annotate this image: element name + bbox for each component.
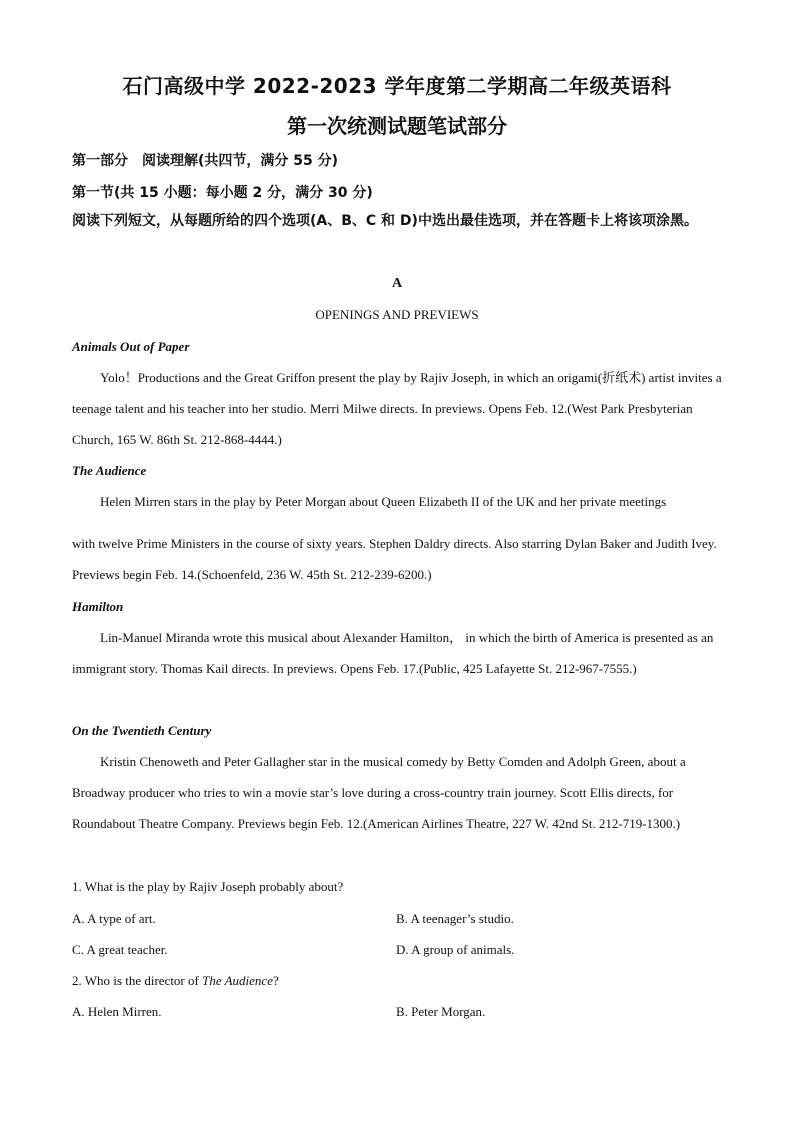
question-1-stem: 1. What is the play by Rajiv Joseph probably about? [72, 879, 344, 894]
question-1-option-b[interactable]: B. A teenager’s studio. [396, 911, 514, 926]
question-2-stem-title: The Audience [202, 973, 273, 988]
exam-title-line1: 石门高级中学 2022-2023 学年度第二学期高二年级英语科 [122, 74, 672, 98]
item-heading-hamilton: Hamilton [72, 599, 124, 614]
question-2-option-b[interactable]: B. Peter Morgan. [396, 1004, 486, 1019]
item-text-hamilton-body: Lin-Manuel Miranda wrote this musical about Alexander Hamilton， in which the birth of America is presented as an immigrant story. Thomas Kail directs. In previews. Opens Feb. 17.(Public, 425 Lafayette St. 212-967-7555.) [72, 630, 714, 676]
section1-label: 第一节(共 15 小题：每小题 2 分，满分 30 分) [72, 185, 373, 201]
passage-title: OPENINGS AND PREVIEWS [315, 307, 479, 322]
item-text-animals [72, 362, 722, 455]
instruction-text: 阅读下列短文，从每题所给的四个选项(A、B、C 和 D)中选出最佳选项，并在答题卡上将该项涂黑。 [72, 213, 698, 229]
question-1-option-a[interactable]: A. A type of art. [72, 911, 156, 926]
item-text-audience-rest: with twelve Prime Ministers in the course of sixty years. Stephen Daldry directs. Also starring Dylan Baker and Judith Ivey. Previews begin Feb. 14.(Schoenfeld, 236 W. 45th St. 212-239-6200.) [72, 536, 717, 582]
item-text-twentieth-century [72, 746, 722, 839]
question-1-option-c[interactable]: C. A great teacher. [72, 942, 168, 957]
part1-label: 第一部分 阅读理解(共四节，满分 55 分) [72, 153, 339, 169]
item-text-animals-body: Yolo！Productions and the Great Griffon present the play by Rajiv Joseph, in which an origami(折纸术) artist invites a teenage talent and his teacher into her studio. Merri Milwe directs. In previews. Opens Feb. 12.(West Park Presbyterian Church, 165 W. 86th St. 212-868-4444.) [72, 370, 722, 447]
item-heading-audience: The Audience [72, 463, 147, 478]
item-text-audience-line1 [72, 486, 722, 517]
item-heading-twentieth-century: On the Twentieth Century [72, 723, 212, 738]
question-2-stem-post: ? [272, 973, 279, 988]
item-text-twentieth-century-body: Kristin Chenoweth and Peter Gallagher star in the musical comedy by Betty Comden and Adolph Green, about a Broadway producer who tries to win a movie star’s love during a cross-country train journey. Scott Ellis directs, for Roundabout Theatre Company. Previews begin Feb. 12.(American Airlines Theatre, 227 W. 42nd St. 212-719-1300.) [72, 754, 686, 831]
item-text-hamilton [72, 622, 722, 684]
passage-letter: A [391, 276, 403, 291]
question-2-stem-pre: 2. Who is the director of [72, 973, 203, 988]
item-heading-animals: Animals Out of Paper [72, 339, 190, 354]
question-1-option-d[interactable]: D. A group of animals. [396, 942, 515, 957]
item-text-audience-body1: Helen Mirren stars in the play by Peter Morgan about Queen Elizabeth II of the UK and her private meetings [100, 494, 667, 509]
question-2-option-a[interactable]: A. Helen Mirren. [72, 1004, 162, 1019]
question-2-stem [72, 973, 279, 989]
exam-title-line2: 第一次统测试题笔试部分 [287, 114, 507, 138]
